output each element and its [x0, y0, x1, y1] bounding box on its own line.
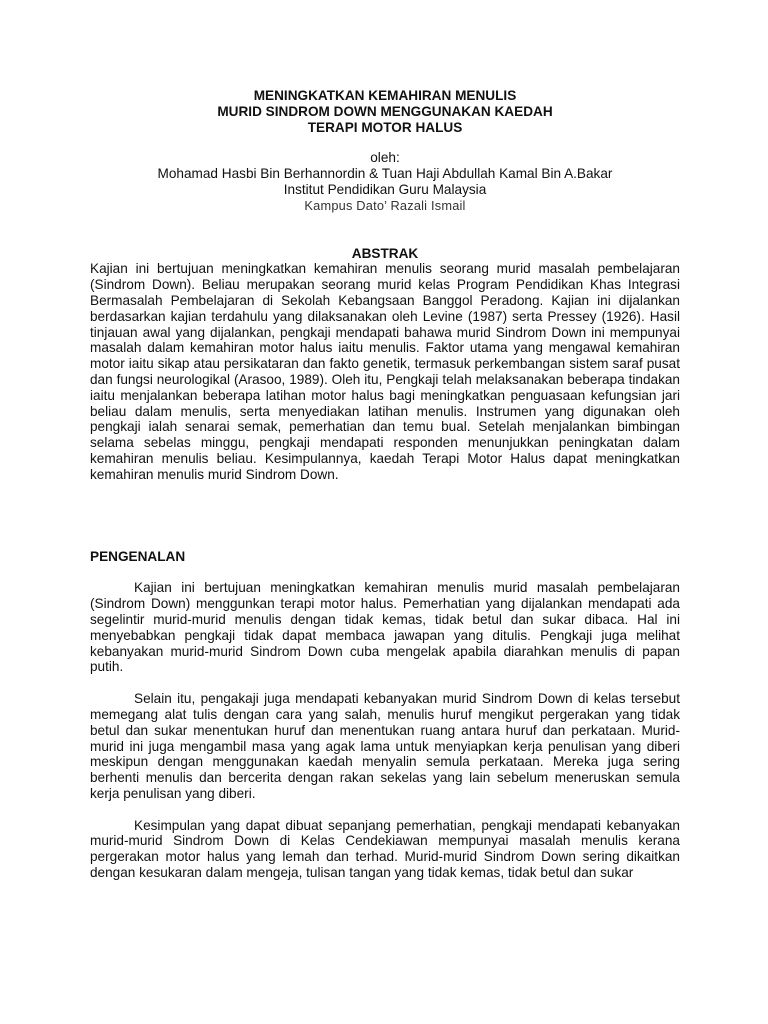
- title-line-2: MURID SINDROM DOWN MENGGUNAKAN KAEDAH: [217, 103, 553, 119]
- abstract-text: Kajian ini bertujuan meningkatkan kemahiran menulis seorang murid masalah pembelajaran (Sindrom Down). Beliau merupakan seorang murid kelas Program Pendidikan Khas Integrasi Bermasalah Pembelajaran di Sekolah Kebangsaan Banggol Peradong. Kajian ini dijalankan berdasarkan kajian terdahulu yang dilaksanakan oleh Levine (1987) serta Pressey (1926). Hasil tinjauan awal yang dijalankan, pengkaji mendapati bahawa murid Sindrom Down ini mempunyai masalah dalam kemahiran motor halus iaitu menulis. Faktor utama yang mengawal kemahiran motor iaitu sikap atau persikataran dan fakto genetik, termasuk perkembangan sistem saraf pusat dan fungsi neurologikal (Arasoo, 1989). Oleh itu, Pengkaji telah melaksanakan beberapa tindakan iaitu menjalankan beberapa latihan motor halus bagi meningkatkan penguasaan kefungsian jari beliau dalam menulis, serta menyediakan latihan menulis. Instrumen yang digunakan oleh pengkaji ialah senarai semak, pemerhatian dan temu bual. Setelah menjalankan bimbingan selama sebelas minggu, pengkaji mendapati responden menunjukkan peningkatan dalam kemahiran menulis beliau. Kesimpulannya, kaedah Terapi Motor Halus dapat meningkatkan kemahiran menulis murid Sindrom Down.: [90, 261, 680, 482]
- abstract-heading: ABSTRAK: [351, 245, 419, 261]
- title-line-3: TERAPI MOTOR HALUS: [307, 119, 463, 135]
- by-label: oleh:: [370, 150, 400, 166]
- campus-name: Kampus Dato’ Razali Ismail: [304, 197, 466, 213]
- introduction-paragraph-1: Kajian ini bertujuan meningkatkan kemahiran menulis murid masalah pembelajaran (Sindrom Down) menggunkan terapi motor halus. Pemerhatian yang dijalankan mendapati ada segelintir murid-murid menulis dengan tidak kemas, tidak betul dan sukar dibaca. Hal ini menyebabkan pengkaji tidak dapat membaca jawapan yang ditulis. Pengkaji juga melihat kebanyakan murid-murid Sindrom Down cuba mengelak apabila diarahkan menulis di papan putih.: [90, 580, 680, 675]
- author-block: [90, 150, 680, 213]
- paper-title: [90, 88, 680, 135]
- introduction-paragraph-2: Selain itu, pengakaji juga mendapati kebanyakan murid Sindrom Down di kelas tersebut memegang alat tulis dengan cara yang salah, menulis huruf mengikut pergerakan yang tidak betul dan sukar menentukan huruf dan menentukan ruang antara huruf dan perkataan. Murid-murid ini juga mengambil masa yang agak lama untuk menyiapkan kerja penulisan yang diberi meskipun dengan menggunakan kaedah menyalin semula perkataan. Mereka juga sering berhenti menulis dan bercerita dengan rakan sekelas yang lain sebelum meneruskan semula kerja penulisan yang diberi.: [90, 691, 680, 801]
- title-line-1: MENINGKATKAN KEMAHIRAN MENULIS: [253, 88, 517, 103]
- introduction-paragraph-3: Kesimpulan yang dapat dibuat sepanjang pemerhatian, pengkaji mendapati kebanyakan murid-murid Sindrom Down di Kelas Cendekiawan mempunyai masalah menulis kerana pergerakan motor halus yang lemah dan terhad. Murid-murid Sindrom Down sering dikaitkan dengan kesukaran dalam mengeja, tulisan tangan yang tidak kemas, tidak betul dan sukar: [90, 817, 680, 881]
- document-page: [90, 88, 680, 897]
- introduction-heading: PENGENALAN: [90, 548, 186, 564]
- author-names: Mohamad Hasbi Bin Berhannordin & Tuan Haji Abdullah Kamal Bin A.Bakar: [157, 166, 613, 182]
- institute-name: Institut Pendidikan Guru Malaysia: [283, 181, 487, 197]
